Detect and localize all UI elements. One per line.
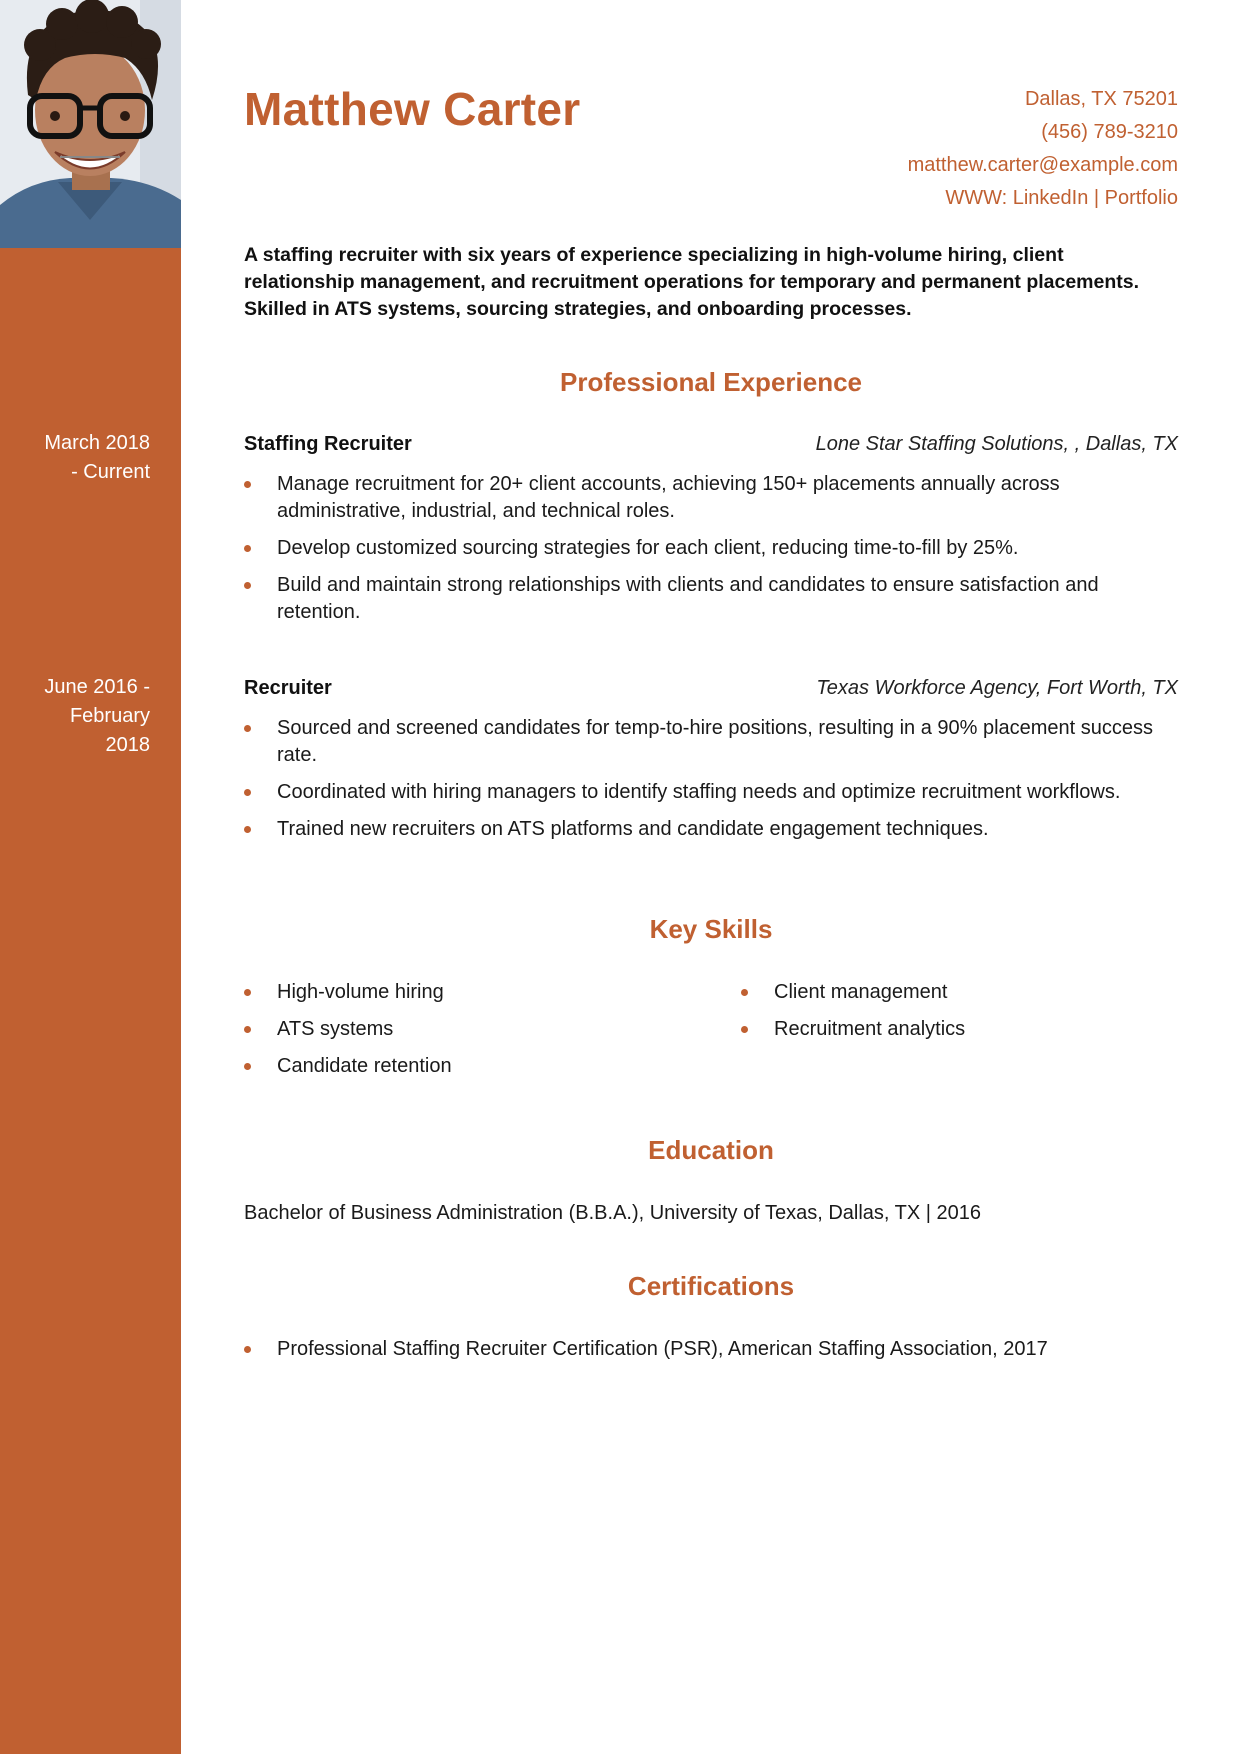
job-1-company: Lone Star Staffing Solutions, , Dallas, TX bbox=[815, 432, 1178, 455]
sidebar bbox=[0, 0, 181, 1754]
contact-location: Dallas, TX 75201 bbox=[1024, 88, 1178, 110]
bullet-dot-icon bbox=[244, 725, 251, 732]
bullet-dot-icon bbox=[244, 545, 251, 552]
job-1-dates: March 2018 - Current bbox=[44, 432, 150, 483]
section-title-certifications: Certifications bbox=[627, 1271, 795, 1301]
list-item: Recruitment analytics bbox=[741, 1016, 965, 1043]
list-item: Professional Staffing Recruiter Certification (PSR), American Staffing Association, 2017 bbox=[244, 1336, 1178, 1363]
list-item: Manage recruitment for 20+ client accounts, achieving 150+ placements annually across administrative, industrial, and technical roles. bbox=[244, 471, 1178, 525]
profile-photo bbox=[0, 0, 181, 248]
list-item: Develop customized sourcing strategies for each client, reducing time-to-fill by 25%. bbox=[244, 535, 1178, 562]
bullet-dot-icon bbox=[244, 989, 251, 996]
job-1-bullets bbox=[244, 471, 1178, 636]
contact-links[interactable]: WWW: LinkedIn | Portfolio bbox=[945, 187, 1178, 209]
bullet-dot-icon bbox=[244, 826, 251, 833]
contact-block bbox=[908, 83, 1178, 215]
job-2-header bbox=[244, 674, 1178, 702]
list-item: Client management bbox=[741, 979, 965, 1006]
job-1-title: Staffing Recruiter bbox=[244, 432, 412, 455]
section-title-experience: Professional Experience bbox=[559, 367, 863, 397]
bullet-dot-icon bbox=[244, 1026, 251, 1033]
job-1-header bbox=[244, 430, 1178, 458]
list-item: Trained new recruiters on ATS platforms and candidate engagement techniques. bbox=[244, 816, 1178, 843]
list-item: ATS systems bbox=[244, 1016, 452, 1043]
job-2-company: Texas Workforce Agency, Fort Worth, TX bbox=[816, 676, 1178, 699]
bullet-dot-icon bbox=[244, 1063, 251, 1070]
section-title-skills: Key Skills bbox=[649, 914, 773, 944]
bullet-dot-icon bbox=[244, 582, 251, 589]
list-item: Coordinated with hiring managers to identify staffing needs and optimize recruitment workflows. bbox=[244, 779, 1178, 806]
list-item: Candidate retention bbox=[244, 1053, 452, 1080]
bullet-dot-icon bbox=[244, 789, 251, 796]
section-title-education: Education bbox=[648, 1135, 774, 1165]
contact-phone: (456) 789-3210 bbox=[1041, 121, 1178, 143]
bullet-dot-icon bbox=[741, 989, 748, 996]
contact-email[interactable]: matthew.carter@example.com bbox=[907, 154, 1178, 176]
list-item: High-volume hiring bbox=[244, 979, 452, 1006]
education-entry: Bachelor of Business Administration (B.B.A.), University of Texas, Dallas, TX | 2016 bbox=[244, 1202, 982, 1224]
bullet-dot-icon bbox=[244, 1346, 251, 1353]
certifications-list bbox=[244, 1336, 1178, 1373]
skills-column-right bbox=[741, 979, 965, 1053]
list-item: Build and maintain strong relationships with clients and candidates to ensure satisfaction and retention. bbox=[244, 572, 1178, 626]
skills-column-left bbox=[244, 979, 452, 1090]
professional-summary: A staffing recruiter with six years of experience specializing in high-volume hiring, client relationship management, and recruitment operations for temporary and permanent placements. Skilled in ATS systems, sourcing strategies, and onboarding processes. bbox=[244, 244, 1140, 320]
job-2-title: Recruiter bbox=[244, 676, 332, 699]
bullet-dot-icon bbox=[741, 1026, 748, 1033]
job-2-dates: June 2016 - February 2018 bbox=[44, 676, 150, 756]
candidate-name: Matthew Carter bbox=[244, 83, 581, 135]
list-item: Sourced and screened candidates for temp-to-hire positions, resulting in a 90% placement success rate. bbox=[244, 715, 1178, 769]
bullet-dot-icon bbox=[244, 481, 251, 488]
job-2-bullets bbox=[244, 715, 1178, 853]
